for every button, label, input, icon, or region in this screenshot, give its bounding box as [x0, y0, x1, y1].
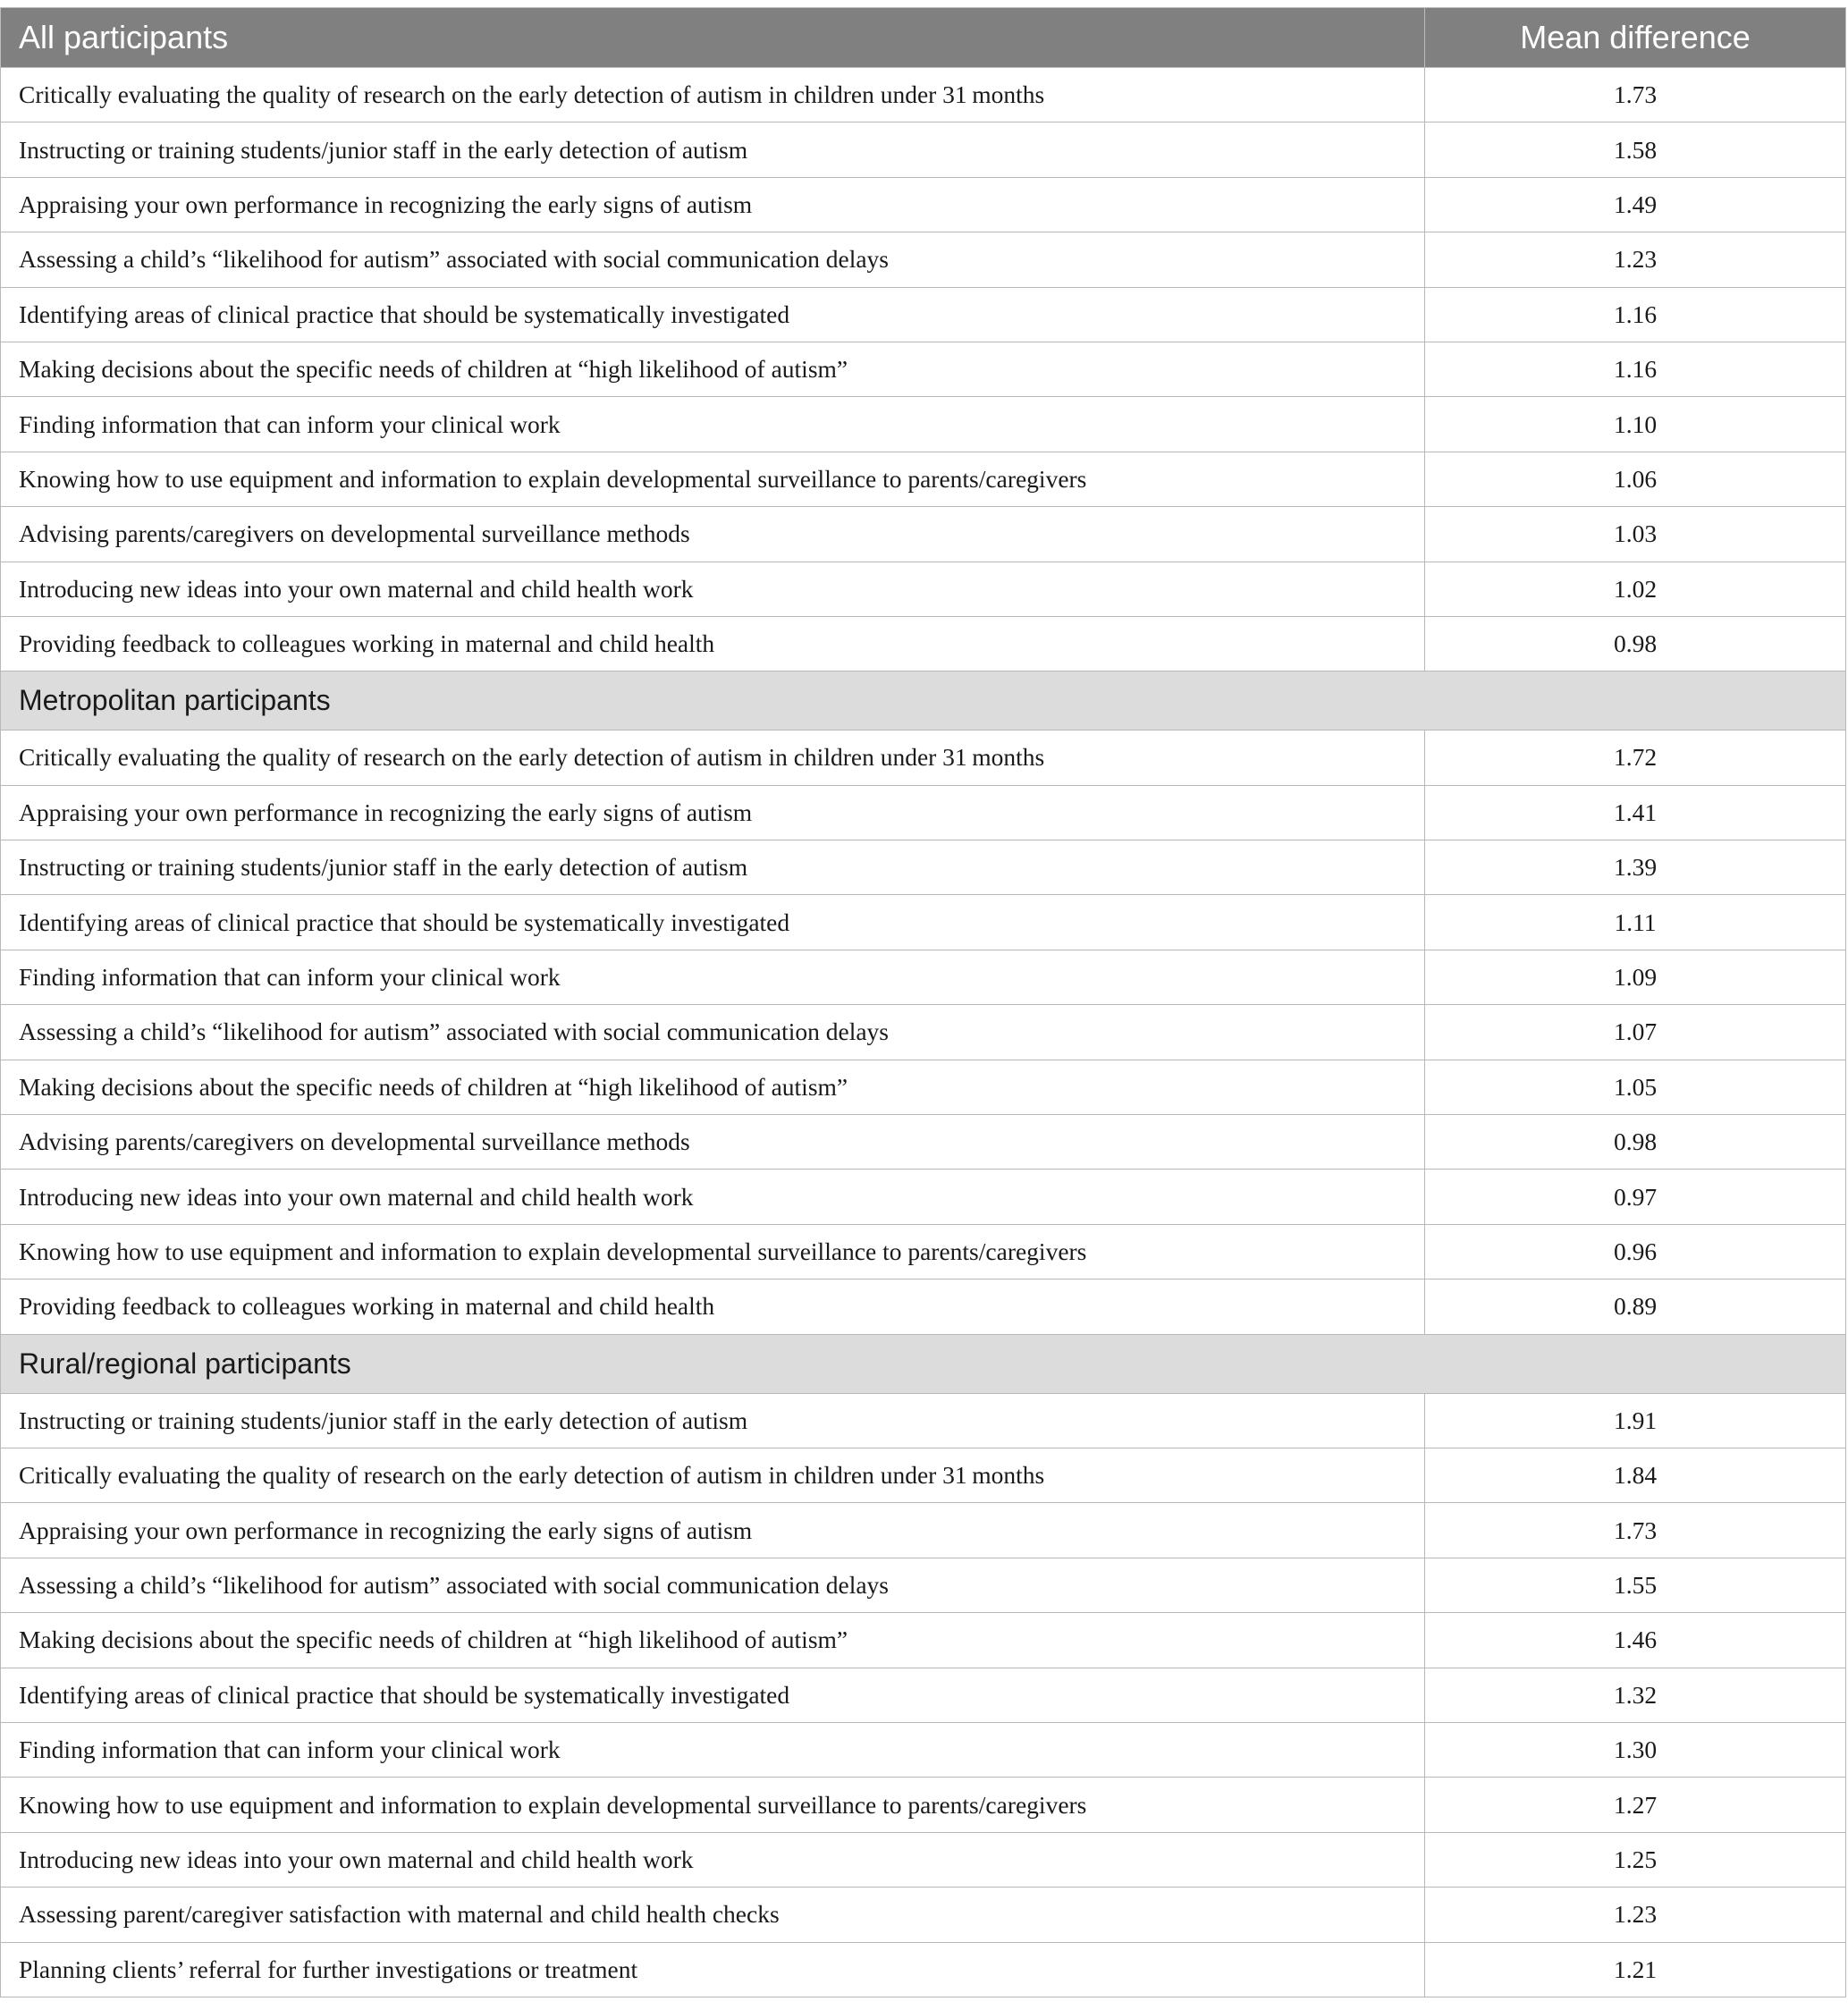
- table-row: [1, 1668, 1846, 1722]
- section-title: Rural/regional participants: [1, 1334, 1846, 1393]
- table-row: [1, 232, 1846, 287]
- row-value: 1.16: [1425, 342, 1846, 396]
- table-row: [1, 1778, 1846, 1832]
- row-value: 1.03: [1425, 507, 1846, 562]
- row-item: Assessing parent/caregiver satisfaction with maternal and child health checks: [1, 1888, 1425, 1942]
- row-value: 1.32: [1425, 1668, 1846, 1722]
- row-item: Introducing new ideas into your own maternal and child health work: [1, 562, 1425, 616]
- row-value: 1.91: [1425, 1393, 1846, 1448]
- row-value: 0.98: [1425, 1115, 1846, 1170]
- row-item: Appraising your own performance in recognizing the early signs of autism: [1, 785, 1425, 840]
- row-value: 1.84: [1425, 1448, 1846, 1502]
- row-item: Providing feedback to colleagues working in maternal and child health: [1, 616, 1425, 671]
- row-item: Appraising your own performance in recognizing the early signs of autism: [1, 177, 1425, 232]
- row-value: 1.05: [1425, 1060, 1846, 1114]
- row-item: Assessing a child’s “likelihood for autism” associated with social communication delays: [1, 1005, 1425, 1060]
- row-item: Planning clients’ referral for further investigations or treatment: [1, 1942, 1425, 1997]
- row-item: Advising parents/caregivers on developmental surveillance methods: [1, 507, 1425, 562]
- table-row: [1, 895, 1846, 950]
- row-item: Knowing how to use equipment and information to explain developmental surveillance to parents/caregivers: [1, 1224, 1425, 1279]
- row-item: Knowing how to use equipment and information to explain developmental surveillance to parents/caregivers: [1, 452, 1425, 506]
- row-item: Making decisions about the specific needs of children at “high likelihood of autism”: [1, 1613, 1425, 1668]
- row-item: Finding information that can inform your clinical work: [1, 1722, 1425, 1777]
- row-value: 1.39: [1425, 840, 1846, 895]
- row-value: 1.49: [1425, 177, 1846, 232]
- table-row: [1, 1888, 1846, 1942]
- table-row: [1, 342, 1846, 396]
- table-row: [1, 122, 1846, 177]
- table-row: [1, 1558, 1846, 1612]
- row-item: Instructing or training students/junior staff in the early detection of autism: [1, 122, 1425, 177]
- row-value: 1.58: [1425, 122, 1846, 177]
- table-header-row: [1, 8, 1846, 68]
- table-row: [1, 1115, 1846, 1170]
- table-row: [1, 287, 1846, 342]
- row-value: 1.09: [1425, 950, 1846, 1004]
- row-value: 1.30: [1425, 1722, 1846, 1777]
- row-item: Introducing new ideas into your own maternal and child health work: [1, 1832, 1425, 1887]
- table-row: [1, 785, 1846, 840]
- header-mean-difference: Mean difference: [1425, 8, 1846, 68]
- row-value: 1.55: [1425, 1558, 1846, 1612]
- table-row: [1, 950, 1846, 1004]
- row-value: 1.46: [1425, 1613, 1846, 1668]
- row-value: 1.73: [1425, 68, 1846, 122]
- section-header-metropolitan: [1, 671, 1846, 731]
- row-item: Assessing a child’s “likelihood for autism” associated with social communication delays: [1, 1558, 1425, 1612]
- row-value: 0.97: [1425, 1170, 1846, 1224]
- table-row: [1, 1005, 1846, 1060]
- row-item: Critically evaluating the quality of research on the early detection of autism in children under 31 months: [1, 1448, 1425, 1502]
- row-value: 1.73: [1425, 1503, 1846, 1558]
- row-value: 1.21: [1425, 1942, 1846, 1997]
- table-row: [1, 840, 1846, 895]
- row-item: Identifying areas of clinical practice that should be systematically investigated: [1, 287, 1425, 342]
- row-value: 0.98: [1425, 616, 1846, 671]
- table-body: [1, 68, 1846, 1997]
- table-row: [1, 68, 1846, 122]
- table-row: [1, 1613, 1846, 1668]
- row-item: Appraising your own performance in recognizing the early signs of autism: [1, 1503, 1425, 1558]
- row-value: 1.41: [1425, 785, 1846, 840]
- table-row: [1, 397, 1846, 452]
- results-table-container: [0, 7, 1845, 1997]
- row-item: Instructing or training students/junior staff in the early detection of autism: [1, 840, 1425, 895]
- row-item: Critically evaluating the quality of research on the early detection of autism in children under 31 months: [1, 68, 1425, 122]
- row-value: 1.16: [1425, 287, 1846, 342]
- mean-difference-table: [0, 7, 1846, 1997]
- row-value: 1.06: [1425, 452, 1846, 506]
- row-item: Finding information that can inform your clinical work: [1, 950, 1425, 1004]
- table-row: [1, 562, 1846, 616]
- table-row: [1, 1832, 1846, 1887]
- row-value: 1.23: [1425, 232, 1846, 287]
- row-item: Identifying areas of clinical practice that should be systematically investigated: [1, 895, 1425, 950]
- table-row: [1, 731, 1846, 785]
- table-row: [1, 177, 1846, 232]
- header-group-label: All participants: [1, 8, 1425, 68]
- table-row: [1, 1279, 1846, 1334]
- table-row: [1, 1722, 1846, 1777]
- table-row: [1, 1170, 1846, 1224]
- row-item: Critically evaluating the quality of research on the early detection of autism in children under 31 months: [1, 731, 1425, 785]
- table-row: [1, 452, 1846, 506]
- row-value: 1.25: [1425, 1832, 1846, 1887]
- table-row: [1, 1503, 1846, 1558]
- row-item: Introducing new ideas into your own maternal and child health work: [1, 1170, 1425, 1224]
- table-row: [1, 1224, 1846, 1279]
- row-item: Instructing or training students/junior staff in the early detection of autism: [1, 1393, 1425, 1448]
- row-value: 1.02: [1425, 562, 1846, 616]
- row-item: Identifying areas of clinical practice that should be systematically investigated: [1, 1668, 1425, 1722]
- row-value: 1.72: [1425, 731, 1846, 785]
- row-value: 1.10: [1425, 397, 1846, 452]
- row-item: Advising parents/caregivers on developmental surveillance methods: [1, 1115, 1425, 1170]
- section-header-rural-regional: [1, 1334, 1846, 1393]
- section-title: Metropolitan participants: [1, 671, 1846, 731]
- row-value: 1.07: [1425, 1005, 1846, 1060]
- table-row: [1, 1060, 1846, 1114]
- row-item: Providing feedback to colleagues working in maternal and child health: [1, 1279, 1425, 1334]
- row-item: Making decisions about the specific needs of children at “high likelihood of autism”: [1, 342, 1425, 396]
- row-value: 1.11: [1425, 895, 1846, 950]
- table-row: [1, 1448, 1846, 1502]
- table-row: [1, 1393, 1846, 1448]
- table-row: [1, 616, 1846, 671]
- table-row: [1, 1942, 1846, 1997]
- row-value: 1.27: [1425, 1778, 1846, 1832]
- row-value: 0.89: [1425, 1279, 1846, 1334]
- row-item: Assessing a child’s “likelihood for autism” associated with social communication delays: [1, 232, 1425, 287]
- row-value: 0.96: [1425, 1224, 1846, 1279]
- row-item: Making decisions about the specific needs of children at “high likelihood of autism”: [1, 1060, 1425, 1114]
- row-item: Knowing how to use equipment and information to explain developmental surveillance to parents/caregivers: [1, 1778, 1425, 1832]
- row-item: Finding information that can inform your clinical work: [1, 397, 1425, 452]
- row-value: 1.23: [1425, 1888, 1846, 1942]
- table-row: [1, 507, 1846, 562]
